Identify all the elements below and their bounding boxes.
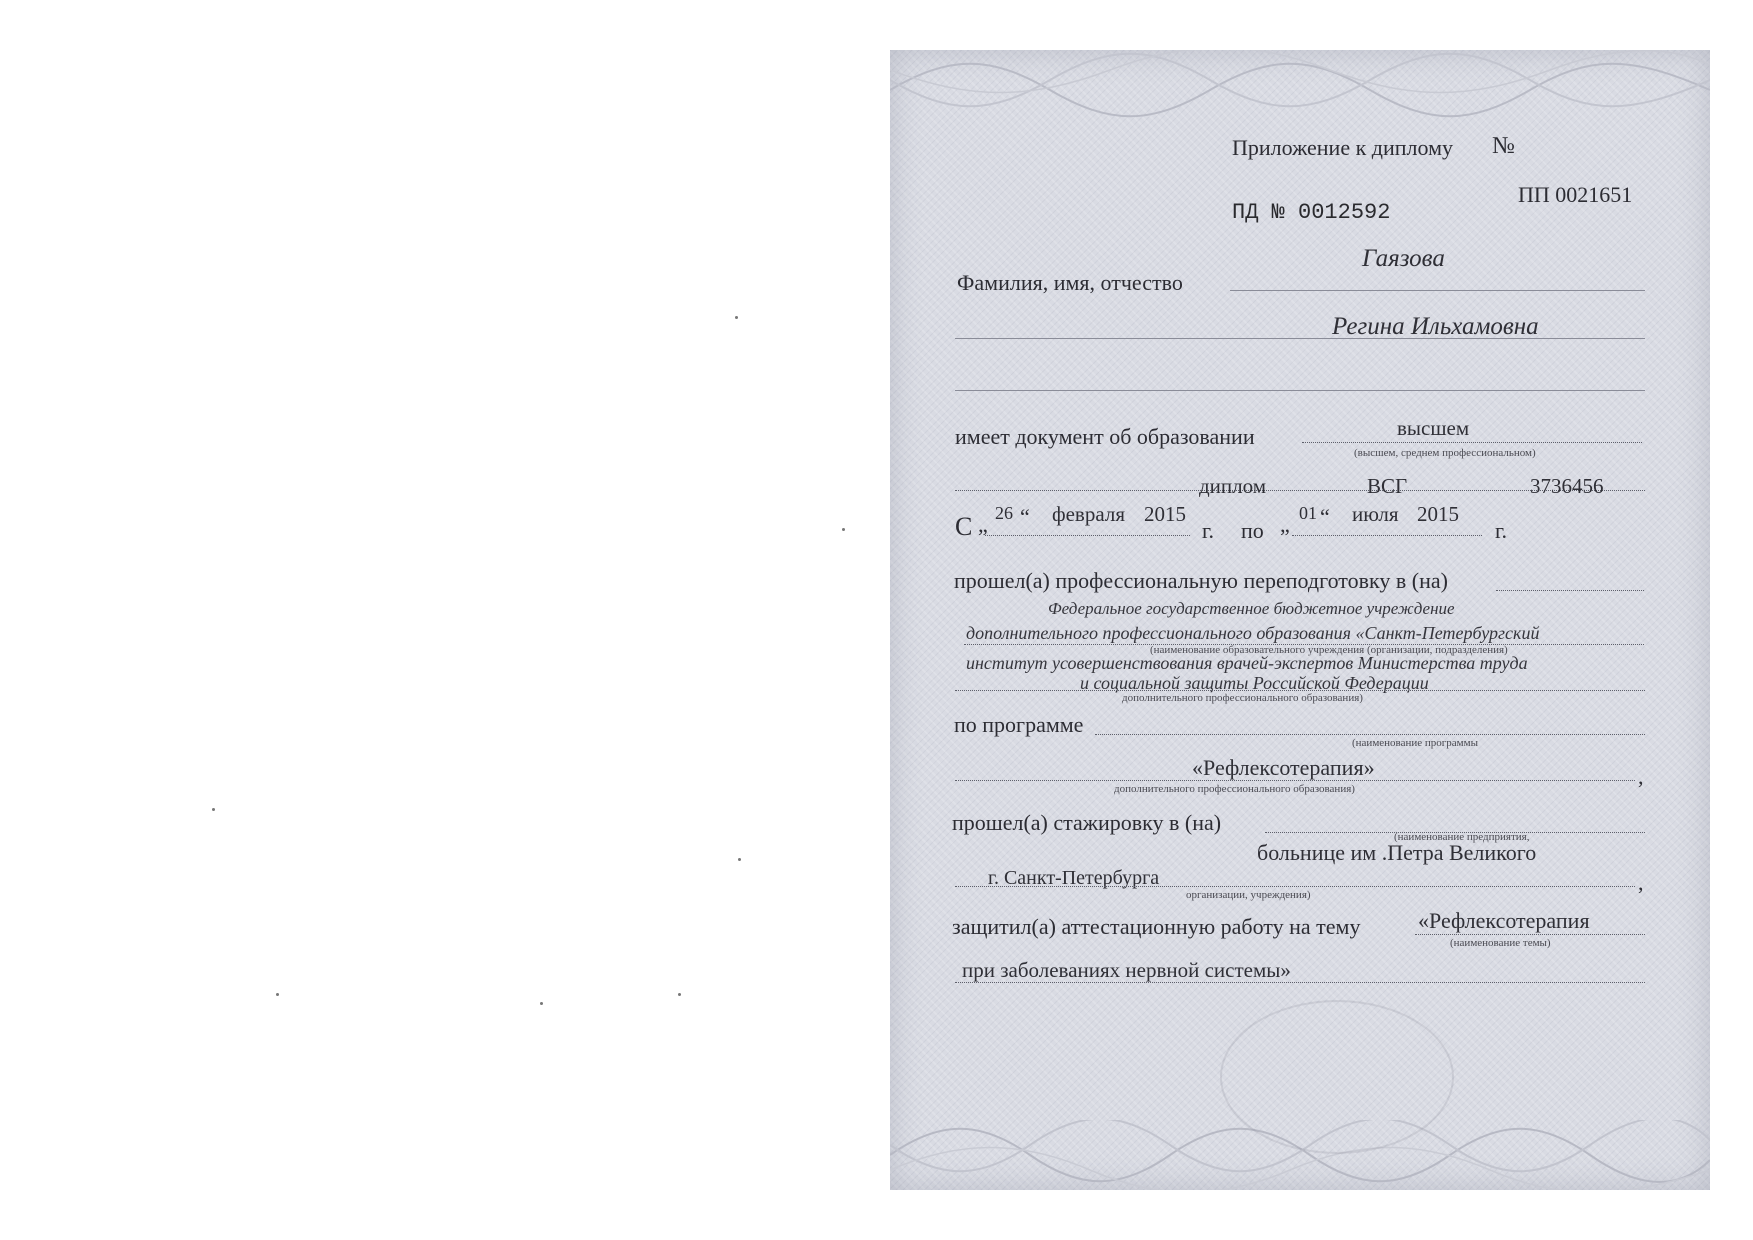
internship-comma: , (1638, 870, 1644, 895)
from-month: февраля (1052, 502, 1125, 526)
to-day: 01 (1299, 503, 1317, 523)
scan-speck (735, 316, 738, 319)
program-label-line (1095, 734, 1645, 735)
internship-hint1: (наименование предприятия, (1394, 831, 1530, 843)
thesis-title-line (1415, 934, 1645, 935)
thesis-title-part1: «Рефлексотерапия (1418, 908, 1590, 933)
period-prefix: С (955, 512, 973, 541)
thesis-title-part2: при заболеваниях нервной системы» (962, 958, 1291, 982)
surname: Гаязова (1362, 245, 1445, 272)
thesis-label: защитил(а) аттестационную работу на тему (952, 914, 1361, 939)
retraining-institution-line4: и социальной защиты Российской Федерации (1080, 673, 1429, 693)
number-sign: № (1492, 133, 1515, 159)
internship-hint2: организации, учреждения) (1186, 889, 1311, 901)
year-suffix-1: г. (1202, 518, 1215, 543)
retraining-institution-line2: дополнительного профессионального образования «Санкт-Петербургский (966, 623, 1540, 643)
to-month: июля (1352, 502, 1399, 526)
given-names-underline (955, 338, 1645, 339)
name-label: Фамилия, имя, отчество (957, 270, 1183, 295)
from-year: 2015 (1144, 502, 1186, 526)
education-level-hint: (высшем, среднем профессиональном) (1354, 447, 1536, 459)
from-quote-open: „ (978, 512, 988, 537)
internship-city: г. Санкт-Петербурга (988, 867, 1160, 889)
faint-seal-watermark (1220, 1000, 1454, 1154)
doc-type: диплом (1199, 474, 1267, 498)
scan-speck (842, 528, 845, 531)
retraining-institution-line3: институт усовершенствования врачей-экспертов Министерства труда (966, 653, 1528, 673)
retraining-line4-dots (955, 690, 1645, 691)
supplement-title: Приложение к диплому (1232, 135, 1453, 160)
scan-speck (540, 1002, 543, 1005)
retraining-label: прошел(а) профессиональную переподготовку в (на) (954, 568, 1448, 593)
scan-speck (678, 993, 681, 996)
diploma-supplement-page (890, 50, 1710, 1190)
program-hint1: (наименование программы (1352, 737, 1478, 749)
program-label: по программе (954, 712, 1084, 737)
scan-speck (738, 858, 741, 861)
from-date-line (985, 535, 1190, 536)
thesis-title-part2-line (955, 982, 1645, 983)
year-suffix-2: г. (1495, 518, 1508, 543)
program-name: «Рефлексотерапия» (1192, 755, 1375, 780)
from-quote-close: “ (1020, 504, 1030, 529)
doc-series: ВСГ (1367, 474, 1408, 498)
name-underline (1230, 290, 1645, 291)
period-to: по (1241, 518, 1264, 543)
retraining-institution-line1: Федеральное государственное бюджетное учреждение (1048, 599, 1455, 618)
program-name-line (955, 780, 1635, 781)
given-names: Регина Ильхамовна (1332, 313, 1539, 340)
empty-line (955, 390, 1645, 391)
serial-number: ПП 0021651 (1518, 182, 1633, 207)
thesis-hint: (наименование темы) (1450, 937, 1551, 949)
scan-speck (212, 808, 215, 811)
guilloche-border-top (890, 50, 1710, 120)
to-date-line (1292, 535, 1482, 536)
program-comma: , (1638, 764, 1644, 789)
to-quote-close: “ (1320, 504, 1330, 529)
retraining-hint1: (наименование образовательного учреждения (организации, подразделения) (1150, 644, 1508, 656)
internship-city-line (955, 886, 1635, 887)
doc-number: 3736456 (1530, 474, 1604, 498)
retraining-hint2: дополнительного профессионального образования) (1122, 692, 1363, 704)
education-label: имеет документ об образовании (955, 424, 1255, 449)
to-quote-open: „ (1280, 512, 1290, 537)
retraining-label-line (1496, 590, 1644, 591)
internship-label: прошел(а) стажировку в (на) (952, 810, 1222, 835)
to-year: 2015 (1417, 502, 1459, 526)
education-level: высшем (1397, 416, 1470, 440)
internship-place: больнице им .Петра Великого (1257, 840, 1537, 865)
program-hint2: дополнительного профессионального образования) (1114, 783, 1355, 795)
education-level-line (1302, 442, 1642, 443)
from-day: 26 (995, 503, 1013, 523)
series-number: ПД № 0012592 (1232, 200, 1391, 225)
scan-speck (276, 993, 279, 996)
